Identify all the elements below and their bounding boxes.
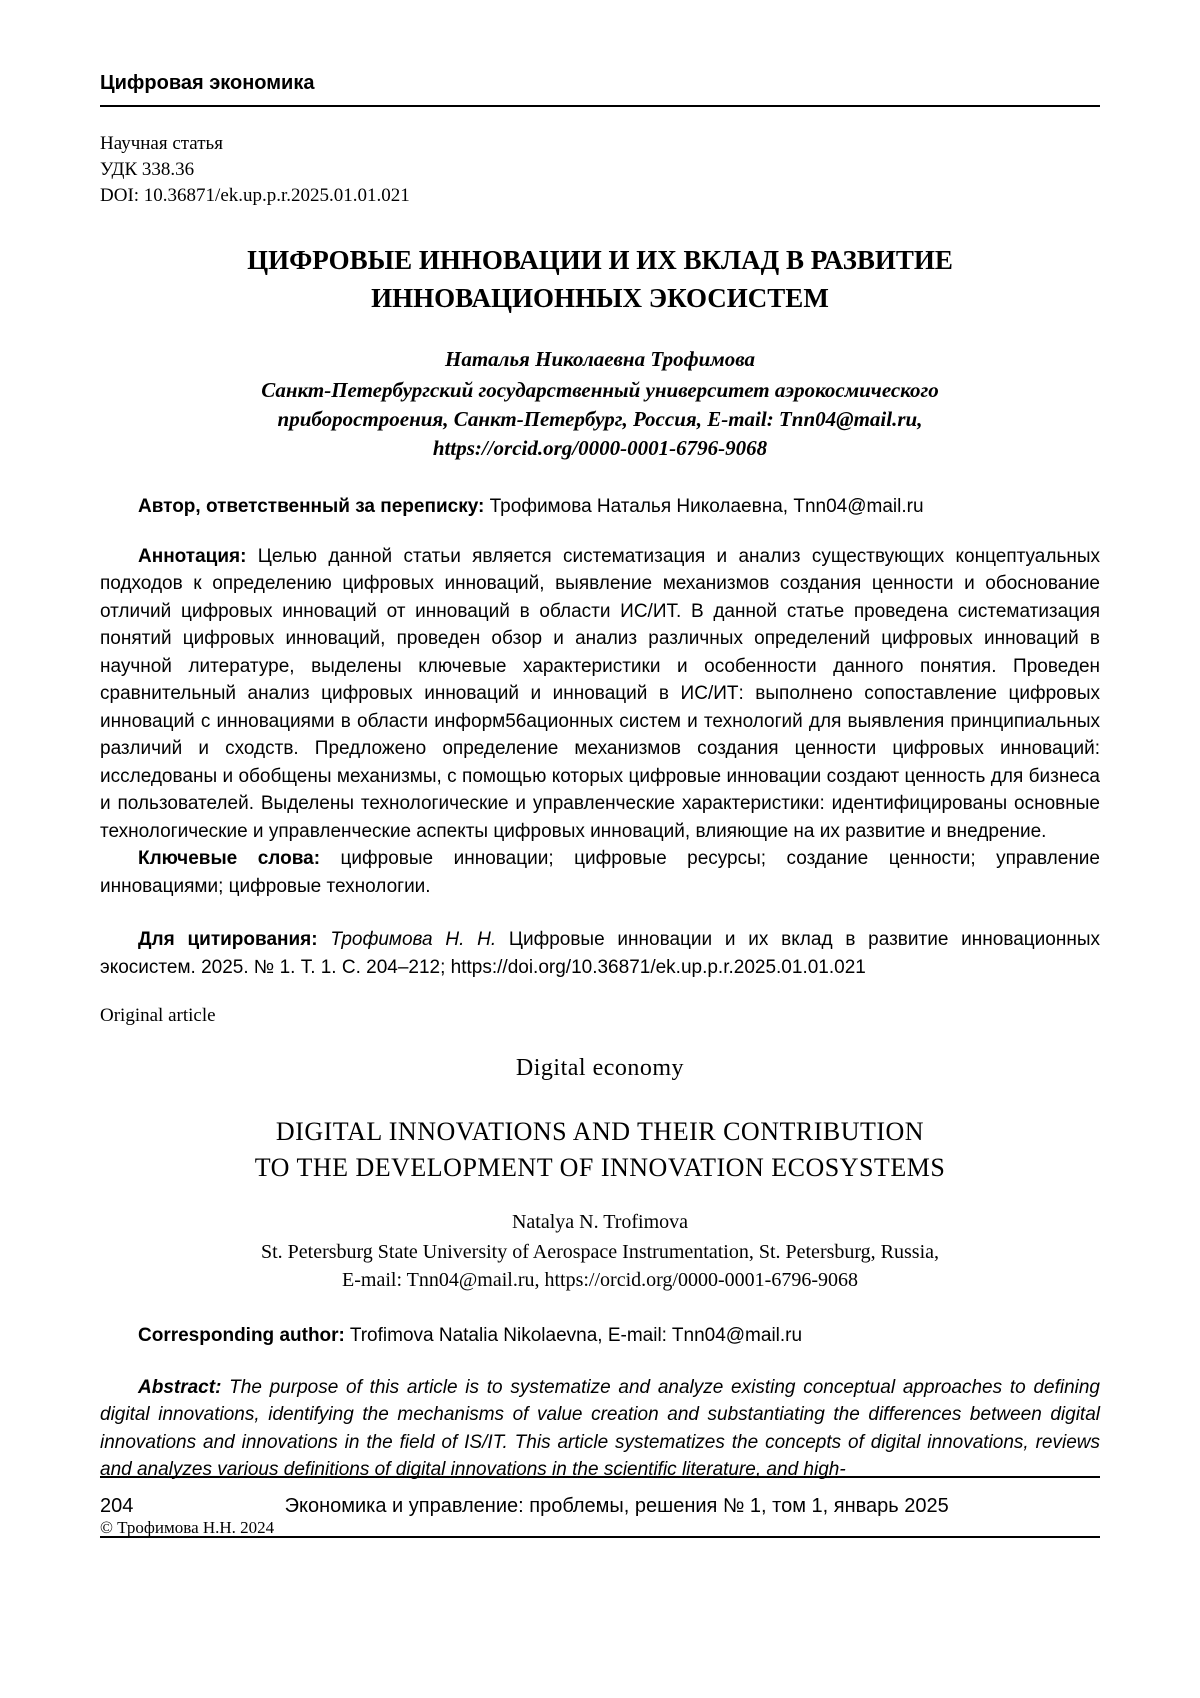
title-en-line1: DIGITAL INNOVATIONS AND THEIR CONTRIBUTION	[275, 1117, 925, 1146]
running-head	[100, 72, 1100, 107]
corresponding-author-en	[100, 1322, 1100, 1350]
title-en-line2: TO THE DEVELOPMENT OF INNOVATION ECOSYSTEMS	[254, 1153, 946, 1182]
citation-ru-author: Трофимова Н. Н.	[330, 929, 497, 950]
keywords-ru	[100, 845, 1100, 900]
section-label: Цифровая экономика	[100, 72, 315, 94]
article-type-ru: Научная статья	[100, 133, 223, 154]
title-en	[100, 1114, 1100, 1186]
abstract-ru-text: Целью данной статьи является систематизация и анализ существующих концептуальных подходов к определению цифровых инноваций, выявление механизмов создания ценности и обоснование отличий цифровых инноваций от инноваций в области ИС/ИТ. В данной статье проведена систематизация понятий цифровых инноваций, проведен обзор и анализ различных определений цифровых инноваций в научной литературе, выделены ключевые характеристики и особенности данного понятия. Проведен сравнительный анализ цифровых инноваций и инноваций в ИС/ИТ: выполнено сопоставление цифровых инноваций с инновациями в области информ56ационных систем и технологий для выявления принципиальных различий и сходств. Предложено определение механизмов создания ценности цифровых инноваций: исследованы и обобщены механизмы, с помощью которых цифровые инновации создают ценность для бизнеса и пользователей. Выделены технологические и управленческие характеристики: идентифицированы основные технологические и управленческие аспекты цифровых инноваций, влияющие на их развитие и внедрение.	[100, 545, 1101, 842]
article-meta	[100, 131, 1100, 209]
abstract-ru-label: Аннотация:	[138, 545, 247, 567]
footer-inner	[100, 1495, 1100, 1518]
page-number: 204	[100, 1495, 134, 1517]
affiliation-en-line2: E-mail: Tnn04@mail.ru, https://orcid.org/0000-0001-6796-9068	[342, 1269, 858, 1291]
page-footer	[100, 1476, 1100, 1538]
author-en: Natalya N. Trofimova	[511, 1211, 689, 1233]
citation-ru-label: Для цитирования:	[138, 929, 318, 950]
affiliation-ru-line2: приборостроения, Санкт-Петербург, Россия, E-mail: Tnn04@mail.ru,	[277, 407, 923, 431]
section-title-en: Digital economy	[515, 1055, 685, 1081]
keywords-ru-text: цифровые инновации; цифровые ресурсы; создание ценности; управление инновациями; цифровые технологии.	[100, 848, 1100, 897]
citation-ru-text: Цифровые инновации и их вклад в развитие инновационных экосистем. 2025. № 1. Т. 1. С. 204–212; https://doi.org/10.36871/ek.up.p.r.2025.01.01.021	[100, 929, 1100, 978]
corresponding-en-label: Corresponding author:	[138, 1325, 345, 1346]
title-ru-line1: ЦИФРОВЫЕ ИННОВАЦИИ И ИХ ВКЛАД В РАЗВИТИЕ	[247, 245, 953, 275]
title-ru	[100, 241, 1100, 317]
title-ru-line2: ИННОВАЦИОННЫХ ЭКОСИСТЕМ	[371, 283, 829, 313]
affiliation-ru-line1: Санкт-Петербургский государственный университет аэрокосмического	[261, 378, 939, 402]
abstract-en	[100, 1374, 1100, 1484]
article-type-en: Original article	[100, 1005, 216, 1026]
journal-title: Экономика и управление: проблемы, решения № 1, том 1, январь 2025	[284, 1495, 949, 1517]
citation-ru	[100, 926, 1100, 981]
doi-line: DOI: 10.36871/ek.up.p.r.2025.01.01.021	[100, 185, 410, 206]
author-block-ru	[100, 345, 1100, 463]
udk-code: УДК 338.36	[100, 159, 195, 180]
copyright-notice: © Трофимова Н.Н. 2024	[100, 1517, 275, 1537]
affiliation-en-line1: St. Petersburg State University of Aerospace Instrumentation, St. Petersburg, Russia,	[260, 1241, 940, 1263]
corresponding-author-ru	[100, 493, 1100, 521]
corresponding-ru-label: Автор, ответственный за переписку:	[138, 496, 485, 517]
keywords-ru-label: Ключевые слова:	[138, 848, 321, 869]
abstract-ru	[100, 543, 1100, 846]
author-ru: Наталья Николаевна Трофимова	[445, 347, 755, 371]
affiliation-ru-line3: https://orcid.org/0000-0001-6796-9068	[432, 436, 768, 460]
abstract-en-label: Abstract:	[138, 1376, 222, 1398]
header-rule	[100, 105, 1100, 107]
corresponding-en-text: Trofimova Natalia Nikolaevna, E-mail: Tnn04@mail.ru	[349, 1325, 803, 1346]
corresponding-ru-text: Трофимова Наталья Николаевна, Tnn04@mail.ru	[489, 496, 924, 517]
author-block-en	[100, 1208, 1100, 1294]
abstract-en-text: The purpose of this article is to systematize and analyze existing conceptual approaches to defining digital innovations, identifying the mechanisms of value creation and substantiating the differences between digital innovations and innovations in the field of IS/IT. This article systematizes the concepts of digital innovations, reviews and analyzes various definitions of digital innovations in the scientific literature, and high-	[100, 1376, 1100, 1480]
